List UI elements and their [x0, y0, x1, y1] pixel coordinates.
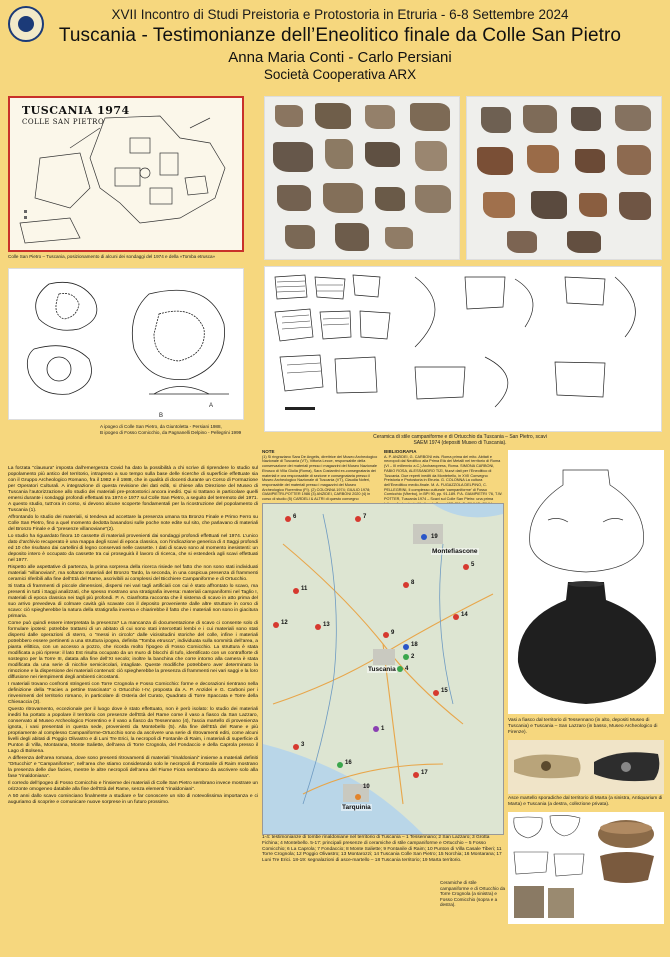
site-number: 5	[471, 562, 475, 568]
town-label-tuscania: Tuscania	[368, 666, 396, 673]
body-paragraph: Come può quindi essere interpretata la presenza? La mancanza di documentazione di scavo ci consente solo di formulare ipotesi: potrebbe trattarsi di un abitato di cui sono stati intercettati lembi e i cui materiali sono stati dispersi dalle operazioni di sterro, o “messi in circolo” dalle vicissitudini storiche del colle, infine i materiali potrebbero essere pertinenti a una struttura ipogea, definita “Tomba etrusca”, individuata sulla sommità dell’area, a pianta ellittica, con un accesso a pozzo, che ricorda molto l’ipogeo di Fosso Comicchio. La struttura è stata modificata a più riprese: il lato Est risulta occupato da un muro di blocchi di tufo, identificato con un contrafforte di sostegno per la Torre III, datata alla fine dell’XI secolo; inoltre la banchina che corre intorno alla camera è stata modificata da una serie di nicchie semicircolari, intagliate. Queste modifiche potrebbero aver determinato la rimozione e la dispersione dei materiali contenuti: ciò spiegherebbe la presenza di frammenti nei vari saggi e la loro diffusione nei riempimenti degli ambienti circostanti.	[8, 621, 258, 680]
plan-caption-b: B ipogeo di Fosso Comicchio, da Pagnanelli Delpino - Pellegrini 1999	[100, 430, 242, 435]
vessels-caption: Vasi a fiasco dal territorio di Tessennano (in alto, depositi Museo di Tuscania) e Tuscania – San Lazzaro (in basso, Museo Archeologico di Firenze).	[508, 718, 658, 735]
site-marker	[463, 564, 469, 570]
sherd-photo	[415, 141, 447, 171]
site-number: 14	[461, 612, 468, 618]
site-number: 2	[411, 654, 415, 660]
site-map-1974	[8, 96, 244, 252]
site-map-subtitle: COLLE SAN PIETRO	[22, 118, 105, 126]
body-paragraph: Si tratta di frammenti di piccole dimensioni, dispersi nei vari tagli artificiali con cui è stato affrontato lo scavo, ma presenti in tutti i Saggi analizzati, che spesso mostrano una stratigrafia inversa: materiali campaniformi nel Taglio I, materiali di epoca classica nei tagli più profondi. P. A. Gianfrotta racconta che il sistema di scavo in atto prima del suo arrivo prevedeva di colmare cavità già scavate con il deposito proveniente dalle altre strutture in corso di scavo: ciò spiegherebbe la natura della stratigrafia inversa e chiarirebbe il fatto che i materiali non sono in giacitura primaria.	[8, 584, 258, 619]
sherd-photo	[531, 191, 567, 219]
svg-text:B: B	[159, 413, 164, 419]
territory-map-caption: 1-4: testimonianze di tombe rinaldoniane nel territorio di Tuscania – 1 Tessennano; 2 San Lazzaro; 3 Grotta Fichina; 4 Montebello. 5-17: principali presenze di ceramiche di stile campaniforme e Ortucchio – 5 Fosso Comicchio; 6 La Caprola; 7 Fondaccio; 8 Monte Saliette; 9 Fontanile di Raim; 10 Punton di Villa Casale Tiberi; 11 Torre Crognola; 12 Poggio Olivastro; 13 Montarozzi; 14 Tuscania Colle San Pietro; 15 Norchia; 16 Montarana; 17 Luni Tre Erici. 18-19: segnalazioni di asce-martello – 18 Tuscania territorio; 19 Marta territorio.	[262, 835, 502, 864]
site-marker	[293, 588, 299, 594]
bottom-ceramics-caption: Ceramiche di stile campaniforme e di Ortucchio da Torre Crognola (a sinistra) e Fosso Comicchio (sopra e a destra).	[440, 880, 506, 908]
sherds-photo-left	[264, 96, 460, 260]
sherd-photo	[277, 185, 311, 211]
flask-vessel-drawings	[508, 450, 664, 714]
site-marker	[421, 534, 427, 540]
pottery-drawings	[264, 266, 662, 432]
sherd-photo	[365, 105, 395, 129]
bottom-ceramics	[508, 812, 664, 924]
sherd-photo	[375, 187, 405, 211]
notes-text: (1) Si ringraziano Sara De Angelis, direttrice del Museo Archeologico Nazionale di Tuscania (VT), Vittoria Lecce, responsabile della conservazione dei materiali presso i magazzini del Museo Nazionale Etrusco di Villa Giulia (Roma), Sara Costantini ex-consegnataria dei materiali e ora responsabile di sezione e consegnataria presso il Museo Archeologico Nazionale di Tuscania (VT), Claudia Noferi, responsabile dei materiali presso i magazzini del Museo Archeologico Fiorentino (FI). (2) COLONNA 1974; GIULIO 1978; GIAMPIETRI-POTTER 1986 (3) ANZIDEI, CARBONI 2020 (4) in corso di studio (5) CARDELI & ALTRI di questo convegno	[262, 454, 378, 502]
poster-title: Tuscania - Testimonianze dell’Eneolitico finale da Colle San Pietro	[58, 25, 622, 46]
notes-block	[262, 450, 378, 502]
body-text	[8, 466, 258, 952]
scale-bar	[285, 407, 315, 410]
site-marker	[433, 690, 439, 696]
site-number: 13	[323, 622, 330, 628]
sherd-photo	[410, 103, 450, 131]
site-marker	[337, 762, 343, 768]
notes-title: NOTE	[262, 449, 275, 454]
body-paragraph: Lo studio ha riguardato finora 10 cassette di materiali provenienti dai sondaggi profondi effettuati nel 1974. L’unico dato d’archivio recuperato è una mappa degli scavi di epoca classica, con l’indicazione generica di 4 Saggi profondi ed 10 che risultano dai cartellini di legno conservati nelle cassette. I dati di scavo sono al momento inesistenti: un deposito intero è occupato da cassette tra cui proseguirà il lavoro di ricerca, che si estenderà agli scavi effettuati nel 1977.	[8, 534, 258, 563]
site-number: 17	[421, 770, 428, 776]
site-marker	[397, 666, 403, 672]
pottery-caption: Ceramica di stile campaniforme e di Ortucchio da Tuscania – San Pietro, scavi SAEM 1974 (depositi Museo di Tuscania).	[373, 434, 547, 446]
site-map-title: TUSCANIA 1974	[22, 104, 130, 117]
site-map-caption: Colle San Pietro – Tuscania, posizionamento di alcuni dei sondaggi del 1974 e della «Tomba etrusca»	[8, 254, 216, 259]
body-paragraph: La forzata “clausura” imposta dall’emergenza Covid ha dato la possibilità a chi scrive di riprendere lo studio sul popolamento più antico del territorio, intrapreso a suo tempo sulla base delle ricerche di superficie effettuate sia con il Gruppo Archeologico Romano, fra il 1982 e il 1988, che in qualità di docenti durante un Corso di Formazione per Operatori Culturali. A integrazione di questa revisione dei dati editi, si chiese alla Direzione del Museo di Tuscania l’autorizzazione allo studio dei materiali pre-protostorici ancora inediti. Qui si trattano in particolare quelli emersi durante i sondaggi profondi effettuati tra 1974 e 1977 sul Colle San Pietro, a seguito del terremoto del 1971. A questo studio, tutt’ora in corso, si devono alcune scoperte fondamentali per la ricostruzione del popolamento di Tuscania (1).	[8, 466, 258, 513]
body-paragraph: Questo ritrovamento, eccezionale per il luogo dove è stato effettuato, non è però isolato: lo studio dei materiali inediti ha portato a popolare il territorio con presenze dell’Età del Rame come il vaso a fiasco da San Lazzaro, conservato al Museo Archeologico Fiorentino e il vaso a fiasco da Tessennano (4), l’ascia martello di provenienza ignota, i vasi presentati in questa sede, provenienti da Montebello (5). Alla fine dell’Età del Rame e più propriamente al complesso Campaniforme-Ortucchio sono da ascrivere una serie di ritrovamenti editi, come alcuni livelli degli abitati di Poggio Olivastro e di Luni Tre Erici, la necropoli di Fontanile di Raim, i materiali di superficie di Punton di Villa, Montarana, Monte Saliette, dell’area di Torre Crognola, del Fondaccio e della Caprola presso il Lago di Bolsena.	[8, 707, 258, 754]
sherd-photo	[523, 105, 557, 133]
body-paragraph: Affrontando lo studio dei materiali, si tendeva ad accettare la presenza umana tra Bronzo Finale e Primo Ferro su Colle San Pietro, fino a quel momento dedotta basandosi sulle poche note edite sul sito, che parlavano di materiali del Bronzo Finale e di “presenze villanoviane”(2).	[8, 515, 258, 532]
sherd-photo	[615, 105, 651, 131]
bottom-ceramic-drawings	[508, 812, 664, 924]
axe-hammers-photos	[508, 740, 664, 794]
site-number: 1	[381, 726, 385, 732]
conference-line: XVII Incontro di Studi Preistoria e Protostoria in Etruria - 6-8 Settembre 2024	[111, 7, 569, 22]
site-number: 16	[345, 760, 352, 766]
ipogeo-plan-drawings	[9, 269, 243, 419]
site-number: 6	[293, 514, 297, 520]
body-paragraph: I materiali trovano confronti stringenti con Torre Crognola e Fosso Comicchio: forme e decorazioni rientrano nella definizione della “Facies a pettine trascinato” o Ortucchio I-IV, proposta da A. P. Anzidei e G. Carboni per i rinvenimenti del territorio romano, in particolare di Osteria del Curato, Quadrato di Torre Spaccata e Torre della Chiesaccia (3).	[8, 682, 258, 705]
body-paragraph: Rispetto alle aspettative di partenza, la prima sorpresa della ricerca risiede nel fatto che non sono stati individuati materiali “villanoviani”, ma soltanto materiali del Bronzo Tardo, la seconda, in una cospicua presenza di frammenti ceramici riferibili alla fine dell’Età del Rame, ascrivibili ai complessi del Bicchiere Campaniforme e di Ortucchio.	[8, 565, 258, 582]
axe-hammer-drawings	[508, 740, 664, 794]
site-number: 4	[405, 666, 409, 672]
site-number: 8	[411, 580, 415, 586]
site-marker	[403, 644, 409, 650]
site-number: 7	[363, 514, 367, 520]
site-marker	[273, 622, 279, 628]
axes-caption: Asce martello sporadiche dal territorio di Marta (a sinistra, Antiquarium di Marta) e Tuscania (a destra, collezione privata).	[508, 796, 663, 807]
bibliography-text: A. P. ANZIDEI, G. CARBONI eds. Roma prima del mito. Abitati e necropoli dal Neolitico alla Prima Età dei Metalli nel territorio di Roma (VI – III millennio a.C.) Archaeopress, Roma. SIMONA CARBONI, FABIO ROSA, ALESSANDRO TIZI, Nuovi dati per l’Eneolitico di Tuscania. Due reperti inediti da Montebello, in XVII Convegno Preistoria e Protostoria in Etruria. G. COLONNA La cultura dell’Eneolitico medio-finale. M. A. FUGAZZOLA DELPINO, C. PELLEGRINI, Il complesso culturale ‘campaniforme’ di Fosso Comicchio (Viterbo), in BPI 90, pp. 91-189. P.A. GIAMPIETRI ‘76, T.W. POTTER, Tuscania 1974 – Scavi sul Colle San Pietro: una prima	[384, 454, 503, 502]
site-marker	[403, 654, 409, 660]
sherd-photo	[575, 149, 605, 173]
site-marker	[453, 614, 459, 620]
sherd-photo	[415, 185, 451, 213]
site-number: 9	[391, 630, 395, 636]
body-paragraph: A differenza dell’area romana, dove sono presenti ritrovamenti di materiali “rinaldoniani” insieme a materiali definiti “Ortucchio” e “Campaniforme”, nell’area che stiamo considerando solo le necropoli di Fontanile di Raim mostrano la presenza delle due facies, mentre le altre necropoli dell’area del Fiume Fiora sembrano da ascrivere solo alla fase “rinaldoniana”.	[8, 756, 258, 779]
sherd-photo	[275, 105, 303, 127]
sherd-photo	[619, 192, 651, 220]
site-marker	[413, 772, 419, 778]
site-marker	[373, 726, 379, 732]
sherd-photo	[483, 192, 515, 218]
plan-caption-a: A ipogeo di Colle San Pietro, da Giuntoletta - Persiani 1988,	[100, 424, 222, 429]
sherd-photo	[323, 183, 363, 213]
sherd-photo	[325, 139, 353, 169]
sherd-photo	[571, 107, 601, 131]
sherd-photo	[315, 103, 351, 129]
site-number: 3	[301, 742, 305, 748]
sherd-photo	[273, 142, 313, 172]
site-number: 18	[411, 642, 418, 648]
sherd-photo	[617, 145, 651, 175]
site-number: 12	[281, 620, 288, 626]
sherd-photo	[477, 147, 513, 175]
body-paragraph: A 50 anni dallo scavo cominciano finalmente a studiare e far conoscere un sito di notevolissima importanza e ci auguriamo di scoprire e comunicare nuove sorprese in un futuro prossimo.	[8, 794, 258, 805]
sherd-photo	[481, 107, 511, 133]
svg-text:A: A	[209, 403, 214, 409]
site-marker	[293, 744, 299, 750]
site-marker	[383, 632, 389, 638]
site-number: 19	[431, 534, 438, 540]
site-marker	[315, 624, 321, 630]
town-label-tarquinia: Tarquinia	[342, 804, 371, 811]
sherd-photo	[507, 231, 537, 253]
poster-header	[0, 0, 670, 88]
sherd-photo	[527, 145, 559, 173]
site-plan-drawing	[10, 98, 242, 250]
town-label-montefiascone: Montefiascone	[432, 548, 478, 555]
territory-map	[262, 503, 504, 835]
sherds-photo-right	[466, 96, 662, 260]
pottery-drawing-figures	[265, 267, 661, 431]
sherd-photo	[285, 225, 315, 249]
site-marker	[355, 794, 361, 800]
sherd-photo	[365, 142, 400, 167]
sherd-photo	[579, 193, 607, 217]
sherd-photo	[335, 223, 369, 251]
authors: Anna Maria Conti - Carlo Persiani	[228, 49, 452, 66]
organization: Società Cooperativa ARX	[263, 67, 417, 82]
sherd-photo	[385, 227, 413, 249]
site-marker	[355, 516, 361, 522]
bibliography-title: BIBLIOGRAFIA	[384, 449, 417, 454]
bibliography-block	[384, 450, 504, 502]
site-marker	[403, 582, 409, 588]
ipogeo-plans	[8, 268, 244, 420]
site-marker	[285, 516, 291, 522]
sherd-photo	[567, 231, 601, 253]
site-number: 15	[441, 688, 448, 694]
body-paragraph: Il corredo dell’ipogeo di Fosso Comicchio e l’insieme dei materiali di Colle San Pietro sembrano invece mostrare un orizzonte omogeneo databile alla fine dell’Età del Rame, senza elementi “rinaldoniani”.	[8, 781, 258, 792]
site-number: 10	[363, 784, 370, 790]
site-number: 11	[301, 586, 308, 592]
flask-vessels-photos	[508, 450, 664, 714]
